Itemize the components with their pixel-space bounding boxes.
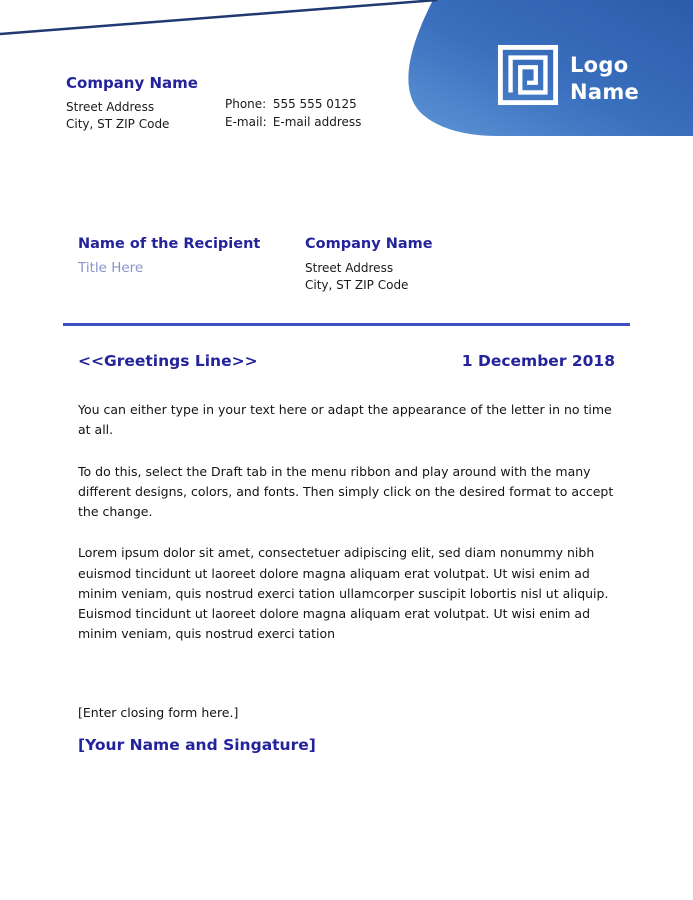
recipient-company-block (305, 236, 433, 295)
signature-placeholder: [Your Name and Singature] (78, 736, 316, 754)
logo-name-line2: Name (570, 80, 640, 105)
sender-contact-block (225, 95, 361, 131)
diagonal-accent-line (0, 0, 437, 34)
email-value: E-mail address (272, 115, 362, 129)
sender-street-address: Street Address (66, 100, 155, 114)
body-paragraph: To do this, select the Draft tab in the menu ribbon and play around with the many different designs, colors, and fonts. Then simply click on the desired format to accept the change. (78, 463, 614, 519)
phone-row (225, 95, 361, 113)
sender-block (66, 74, 198, 134)
greetings-line: <<Greetings Line>> (78, 352, 258, 370)
body-paragraph: You can either type in your text here or adapt the appearance of the letter in no time at all. (78, 402, 612, 438)
body-paragraph: Lorem ipsum dolor sit amet, consectetuer adipiscing elit, sed diam nonummy nibh euismod tincidunt ut laoreet dolore magna aliquam erat volutpat. Ut wisi enim ad minim veniam, quis nostrud exerci tation ullamcorper suscipit lobortis nisl ut aliquip. (78, 545, 609, 601)
section-divider-line (63, 323, 630, 326)
body-paragraph: Euismod tincidunt ut laoreet dolore magna aliquam erat volutpat. Ut wisi enim ad minim veniam, quis nostrud exerci tation (78, 606, 591, 642)
letter-date: 1 December 2018 (461, 352, 615, 370)
company-logo-icon (497, 44, 559, 106)
logo-name-text (570, 52, 639, 107)
greeting-row (78, 352, 615, 370)
logo-name-line1: Logo (570, 53, 629, 77)
phone-value: 555 555 0125 (272, 97, 357, 111)
sender-company-name: Company Name (66, 74, 198, 92)
recipient-company-name: Company Name (305, 236, 433, 252)
recipient-block (78, 236, 260, 276)
recipient-name: Name of the Recipient (78, 236, 261, 252)
recipient-street-address: Street Address (305, 261, 394, 275)
recipient-title: Title Here (78, 260, 144, 276)
closing-placeholder: [Enter closing form here.] (78, 705, 239, 720)
email-label: E-mail: (225, 115, 267, 129)
recipient-city-zip: City, ST ZIP Code (305, 278, 409, 293)
email-row (225, 113, 361, 131)
phone-label: Phone: (225, 97, 267, 111)
letter-body (78, 400, 619, 645)
sender-city-zip: City, ST ZIP Code (66, 117, 170, 132)
